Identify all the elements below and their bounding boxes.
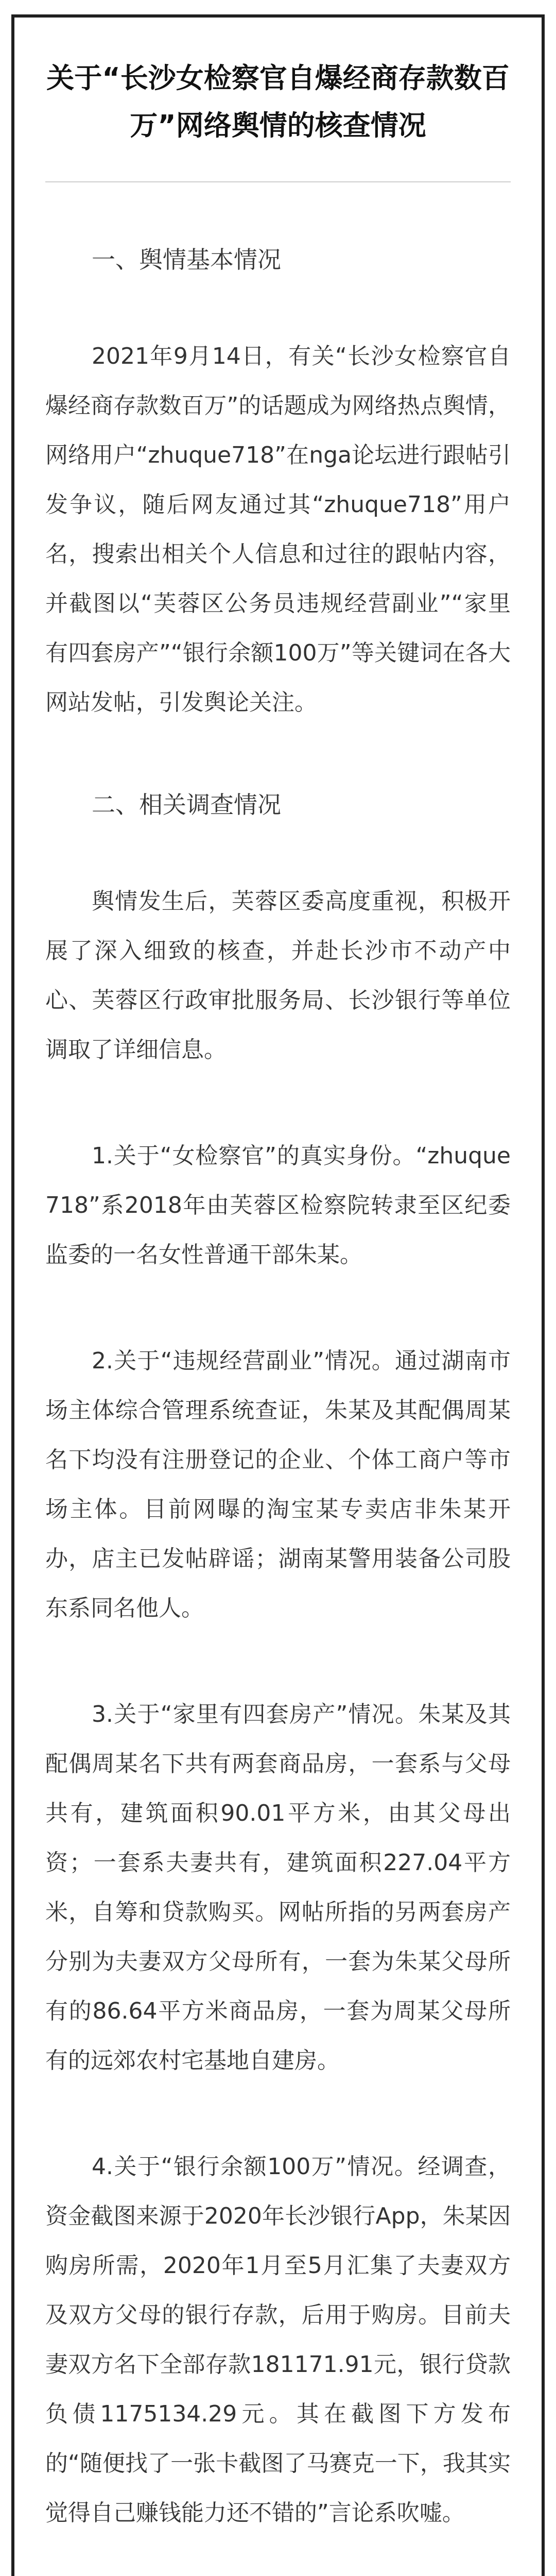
title-divider <box>45 181 511 182</box>
section-heading-2: 二、相关调查情况 <box>92 791 281 819</box>
section-2-paragraph-5: 4.关于“银行余额100万”情况。经调查，资金截图来源于2020年长沙银行App，朱某因购房所需，2020年1月至5月汇集了夫妻双方及双方父母的银行存款，后用于购房。目前夫妻双方名下全部存款181171.91元，银行贷款负债1175134.29元。其在截图下方发布的“随便找了一张卡截图了马赛克一下，我其实觉得自己赚钱能力还不错的”言论系吹嘘。 <box>45 2154 511 2526</box>
document-frame <box>11 14 545 2576</box>
section-2-paragraph-2: 1.关于“女检察官”的真实身份。“zhuque718”系2018年由芙蓉区检察院转隶至区纪委监委的一名女性普通干部朱某。 <box>45 1143 511 1268</box>
section-2-paragraph-1: 舆情发生后，芙蓉区委高度重视，积极开展了深入细致的核查，并赴长沙市不动产中心、芙蓉区行政审批服务局、长沙银行等单位调取了详细信息。 <box>45 888 511 1063</box>
section-2-paragraph-4: 3.关于“家里有四套房产”情况。朱某及其配偶周某名下共有两套商品房，一套系与父母共有，建筑面积90.01平方米，由其父母出资；一套系夫妻共有，建筑面积227.04平方米，自筹和贷款购买。网帖所指的另两套房产分别为夫妻双方父母所有，一套为朱某父母所有的86.64平方米商品房，一套为周某父母所有的远郊农村宅基地自建房。 <box>45 1701 511 2074</box>
section-2-paragraph-3: 2.关于“违规经营副业”情况。通过湖南市场主体综合管理系统查证，朱某及其配偶周某名下均没有注册登记的企业、个体工商户等市场主体。目前网曝的淘宝某专卖店非朱某开办，店主已发帖辟谣；湖南某警用装备公司股东系同名他人。 <box>45 1348 511 1621</box>
section-heading-1: 一、舆情基本情况 <box>92 246 281 274</box>
document-body <box>45 18 511 2576</box>
section-1-paragraph-1: 2021年9月14日，有关“长沙女检察官自爆经商存款数百万”的话题成为网络热点舆情，网络用户“zhuque718”在nga论坛进行跟帖引发争议，随后网友通过其“zhuque718”用户名，搜索出相关个人信息和过往的跟帖内容，并截图以“芙蓉区公务员违规经营副业”“家里有四套房产”“银行余额100万”等关键词在各大网站发帖，引发舆论关注。 <box>45 343 511 716</box>
document-title: 关于“长沙女检察官自爆经商存款数百万”网络舆情的核查情况 <box>46 62 510 142</box>
